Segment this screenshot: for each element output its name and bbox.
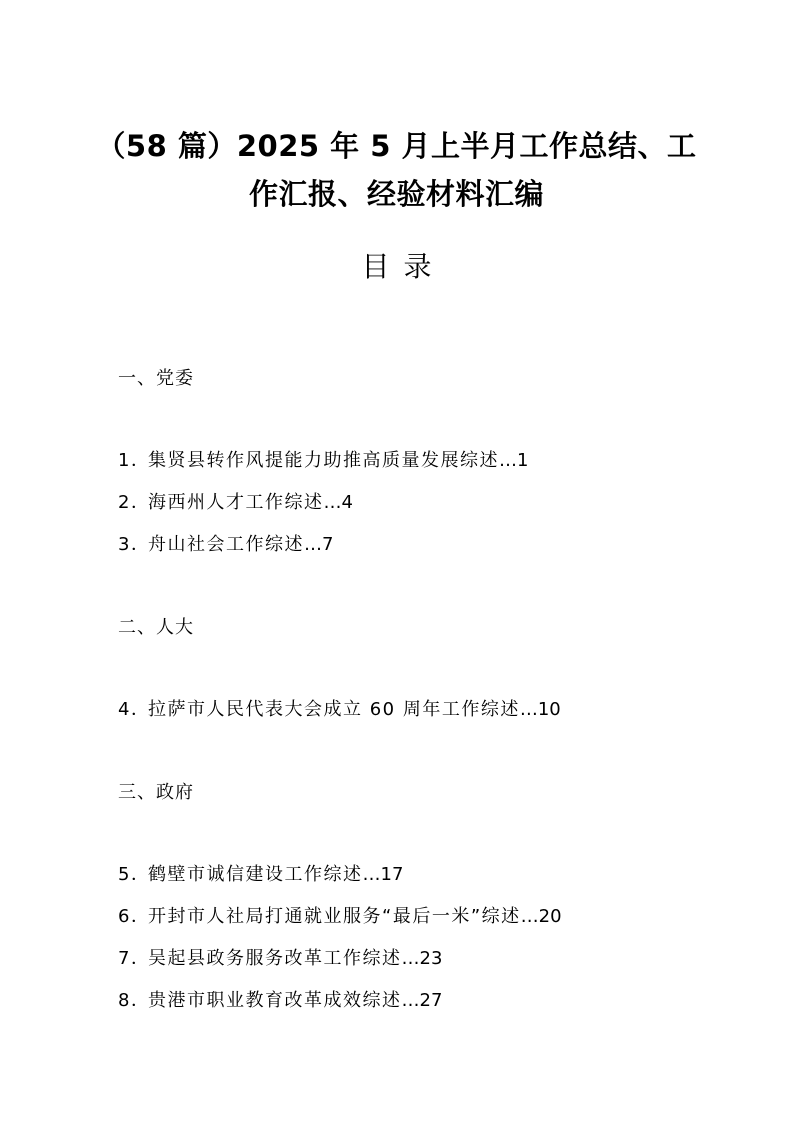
toc-entry-page: …27	[401, 990, 443, 1011]
toc-entry-number: 7．	[118, 948, 151, 969]
toc-entry-page: …20	[520, 906, 562, 927]
toc-entry[interactable]	[118, 987, 442, 1015]
toc-entry-page: …7	[304, 534, 334, 555]
toc-entry-page: …17	[362, 864, 404, 885]
toc-entry[interactable]	[118, 489, 353, 517]
toc-entry[interactable]	[118, 945, 442, 973]
toc-section-government: 三、政府	[118, 782, 194, 803]
toc-entry-title: 贵港市职业教育改革成效综述	[148, 990, 402, 1011]
toc-entry-page: …23	[401, 948, 443, 969]
toc-entry[interactable]	[118, 531, 333, 559]
document-title-line-2: 作汇报、经验材料汇编	[248, 177, 544, 211]
toc-entry-number: 5．	[118, 864, 151, 885]
toc-heading: 目录	[361, 250, 446, 283]
toc-entry-number: 6．	[118, 906, 151, 927]
toc-entry[interactable]	[118, 861, 403, 889]
toc-entry[interactable]	[118, 447, 528, 475]
toc-entry-page: …1	[499, 450, 529, 471]
toc-entry-title: 舟山社会工作综述	[148, 534, 304, 555]
toc-entry-number: 1．	[118, 450, 151, 471]
toc-entry-number: 8．	[118, 990, 151, 1011]
toc-entry-title: 集贤县转作风提能力助推高质量发展综述	[148, 450, 499, 471]
document-title-line-1: （58 篇）2025 年 5 月上半月工作总结、工	[96, 129, 697, 163]
toc-entry-title: 海西州人才工作综述	[148, 492, 324, 513]
toc-entry-number: 2．	[118, 492, 151, 513]
toc-entry-page: …10	[519, 699, 561, 720]
toc-section-party-committee: 一、党委	[118, 368, 194, 389]
toc-entry-title: 吴起县政务服务改革工作综述	[148, 948, 402, 969]
toc-entry-page: …4	[323, 492, 353, 513]
toc-entry[interactable]	[118, 903, 562, 931]
toc-entry-title: 开封市人社局打通就业服务“最后一米”综述	[148, 906, 521, 927]
toc-entry-title: 拉萨市人民代表大会成立 60 周年工作综述	[148, 699, 520, 720]
toc-entry-number: 3．	[118, 534, 151, 555]
toc-entry-number: 4．	[118, 699, 151, 720]
toc-section-peoples-congress: 二、人大	[118, 617, 194, 638]
toc-entry[interactable]	[118, 696, 561, 724]
toc-entry-title: 鹤壁市诚信建设工作综述	[148, 864, 363, 885]
